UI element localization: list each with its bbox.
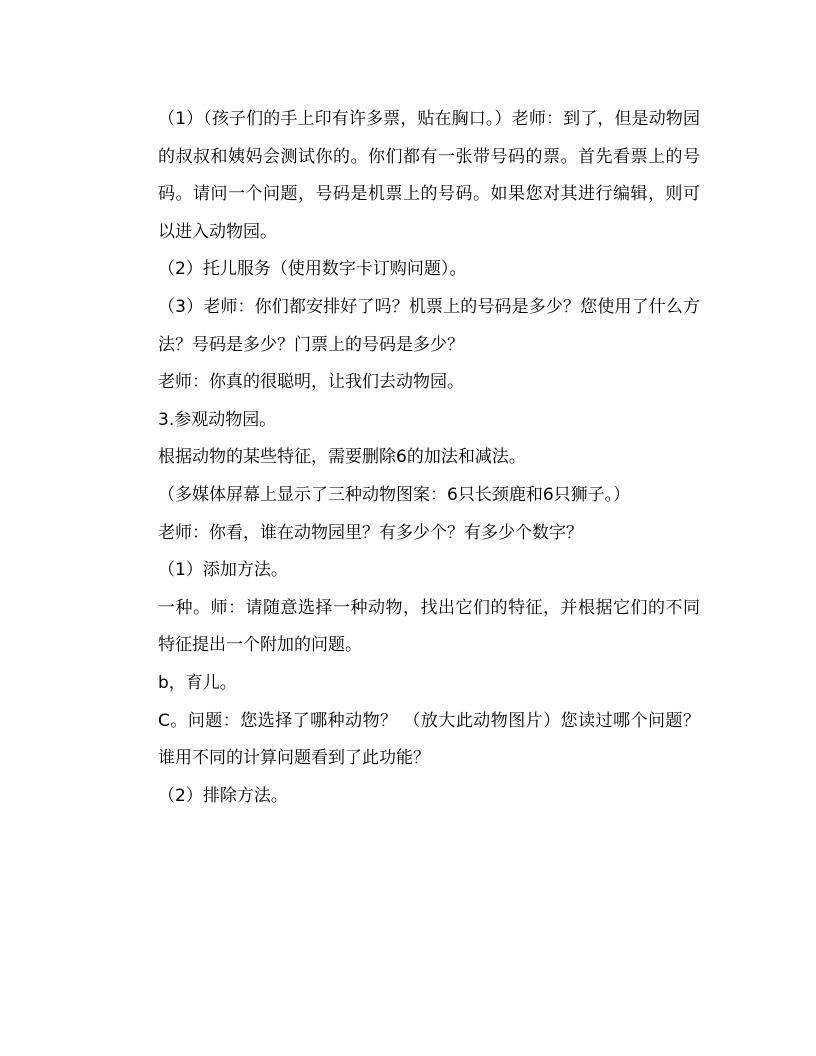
paragraph-5: 3.参观动物园。 [158, 409, 277, 430]
paragraph-4: 老师：你真的很聪明，让我们去动物园。 [158, 372, 464, 393]
paragraph-10: 一种。师：请随意选择一种动物，找出它们的特征，并根据它们的不同特征提出一个附加的问题。 [158, 597, 700, 656]
paragraph-2: （2）托儿服务（使用数字卡订购问题）。 [158, 259, 467, 280]
paragraph-8: 老师：你看，谁在动物园里？有多少个？有多少个数字？ [158, 522, 583, 543]
paragraph-13: （2）排除方法。 [158, 785, 288, 806]
paragraph-7: （多媒体屏幕上显示了三种动物图案：6只长颈鹿和6只狮子。） [158, 484, 631, 505]
paragraph-6: 根据动物的某些特征，需要删除6的加法和减法。 [158, 447, 526, 468]
paragraph-1: （1）（孩子们的手上印有许多票，贴在胸口。）老师：到了，但是动物园的叔叔和姨妈会测试你的。你们都有一张带号码的票。首先看票上的号码。请问一个问题，号码是机票上的号码。如果您对其进行编辑，则可以进入动物园。 [158, 109, 700, 242]
paragraph-3: （3）老师：你们都安排好了吗？机票上的号码是多少？您使用了什么方法？号码是多少？门票上的号码是多少？ [158, 296, 700, 355]
paragraph-9: （1）添加方法。 [158, 560, 288, 581]
paragraph-11: b，育儿。 [158, 672, 237, 693]
paragraph-12: C。问题：您选择了哪种动物？ （放大此动物图片）您读过哪个问题？谁用不同的计算问题看到了此功能？ [158, 710, 700, 769]
document-body [158, 101, 700, 815]
